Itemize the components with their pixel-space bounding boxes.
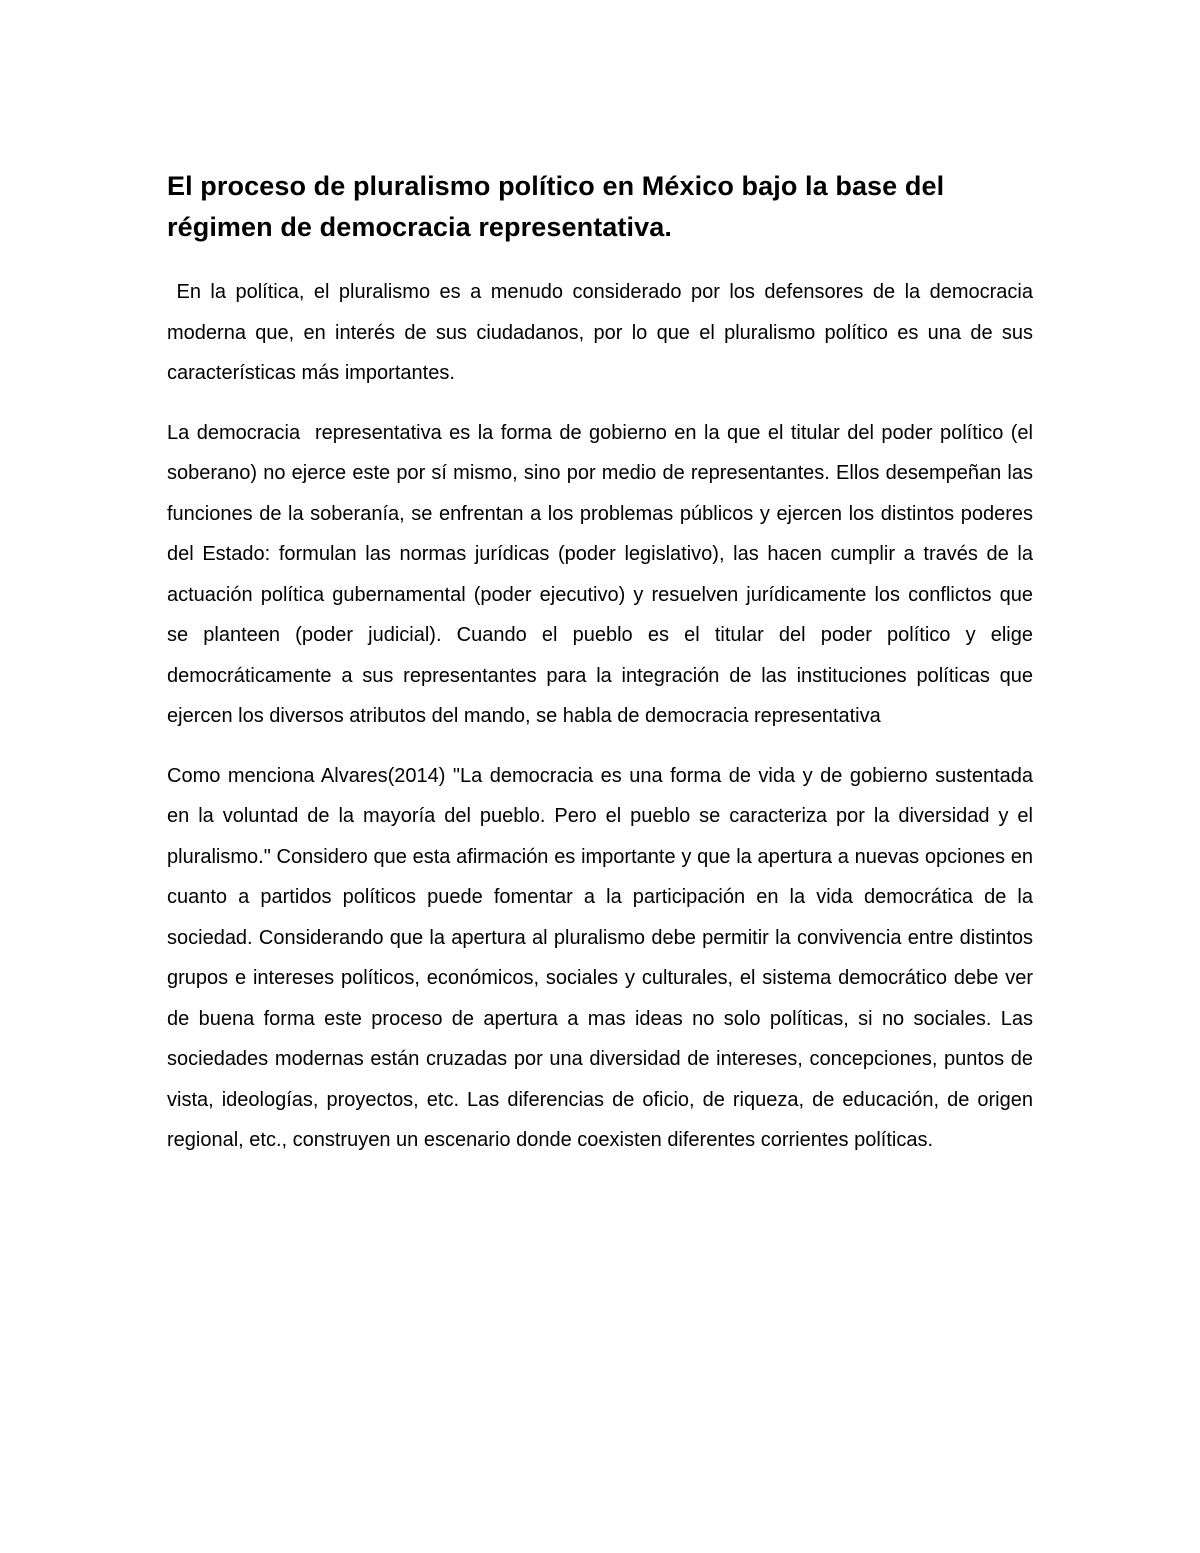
- document-title: El proceso de pluralismo político en México bajo la base del régimen de democracia representativa.: [167, 171, 945, 242]
- paragraph-intro: En la política, el pluralismo es a menudo considerado por los defensores de la democracia moderna que, en interés de sus ciudadanos, por lo que el pluralismo político es una de sus características más importantes.: [167, 281, 1039, 384]
- document-body: [167, 166, 1039, 1161]
- paragraph-representative-democracy: La democracia representativa es la forma de gobierno en la que el titular del poder político (el soberano) no ejerce este por sí mismo, sino por medio de representantes. Ellos desempeñan las funciones de la soberanía, se enfrentan a los problemas públicos y ejercen los distintos poderes del Estado: formulan las normas jurídicas (poder legislativo), las hacen cumplir a través de la actuación política gubernamental (poder ejecutivo) y resuelven jurídicamente los conflictos que se planteen (poder judicial). Cuando el pueblo es el titular del poder político y elige democráticamente a sus representantes para la integración de las instituciones políticas que ejercen los diversos atributos del mando, se habla de democracia representativa: [167, 421, 1039, 727]
- paragraph-alvares-quote: Como menciona Alvares(2014) "La democracia es una forma de vida y de gobierno sustentada en la voluntad de la mayoría del pueblo. Pero el pueblo se caracteriza por la diversidad y el pluralismo." Considero que esta afirmación es importante y que la apertura a nuevas opciones en cuanto a partidos políticos puede fomentar a la participación en la vida democrática de la sociedad. Considerando que la apertura al pluralismo debe permitir la convivencia entre distintos grupos e intereses políticos, económicos, sociales y culturales, el sistema democrático debe ver de buena forma este proceso de apertura a mas ideas no solo políticas, si no sociales. Las sociedades modernas están cruzadas por una diversidad de intereses, concepciones, puntos de vista, ideologías, proyectos, etc. Las diferencias de oficio, de riqueza, de educación, de origen regional, etc., construyen un escenario donde coexisten diferentes corrientes políticas.: [167, 764, 1033, 1151]
